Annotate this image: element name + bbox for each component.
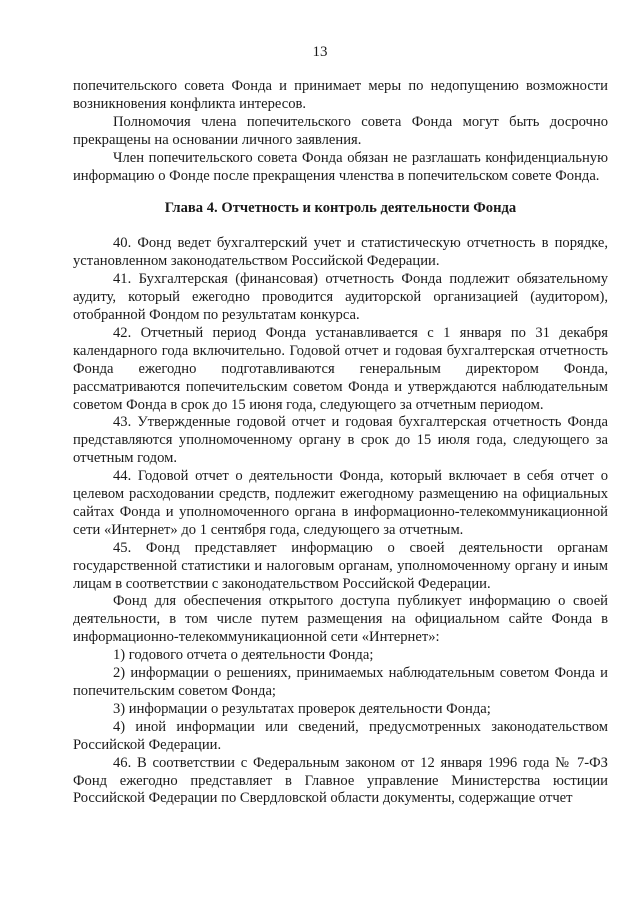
list-item-2: 2) информации о решениях, принимаемых наблюдательным советом Фонда и попечительским советом Фонда; [73, 665, 608, 699]
item-45: 45. Фонд представляет информацию о своей деятельности органам государственной статистики и налоговым органам, уполномоченному органу и иным лицам в соответствии с законодательством Российской Федерации. [73, 539, 608, 592]
chapter-heading: Глава 4. Отчетность и контроль деятельности Фонда [164, 200, 517, 217]
item-45-publication: Фонд для обеспечения открытого доступа публикует информацию о своей деятельности, в том числе путем размещения на официальном сайте Фонда в информационно-телекоммуникационной сети «Интернет»: [73, 593, 608, 646]
item-41: 41. Бухгалтерская (финансовая) отчетность Фонда подлежит обязательному аудиту, который ежегодно проводится аудиторской организацией (аудитором), отобранной Фондом по результатам конкурса. [73, 271, 608, 323]
list-item-4: 4) иной информации или сведений, предусмотренных законодательством Российской Федерации. [73, 718, 608, 753]
paragraph-continued: попечительского совета Фонда и принимает меры по недопущению возможности возникновения конфликта интересов. [73, 78, 608, 112]
item-43: 43. Утвержденные годовой отчет и годовая бухгалтерская отчетность Фонда представляются уполномоченному органу в срок до 15 июля года, следующего за отчетным годом. [73, 414, 608, 467]
list-item-1: 1) годового отчета о деятельности Фонда; [113, 647, 374, 664]
page-number: 13 [312, 44, 328, 60]
item-44: 44. Годовой отчет о деятельности Фонда, который включает в себя отчет о целевом расходовании средств, подлежит ежегодному размещению на официальных сайтах Фонда и уполномоченного органа в информационно-телекоммуникационной сети «Интернет» до 1 сентября года, следующего за отчетным. [73, 468, 608, 538]
item-42: 42. Отчетный период Фонда устанавливается с 1 января по 31 декабря календарного года включительно. Годовой отчет и годовая бухгалтерская отчетность Фонда ежегодно подготавливаются генеральным директором Фонда, рассматриваются попечительским советом Фонда и утверждаются наблюдательным советом Фонда в срок до 15 июня года, следующего за отчетным периодом. [73, 324, 608, 413]
item-46: 46. В соответствии с Федеральным законом от 12 января 1996 года № 7-ФЗ Фонд ежегодно представляет в Главное управление Министерства юстиции Российской Федерации по Свердловской области документы, содержащие отчет [73, 754, 608, 807]
paragraph-early-termination: Полномочия члена попечительского совета Фонда могут быть досрочно прекращены на основании личного заявления. [73, 113, 608, 148]
item-40: 40. Фонд ведет бухгалтерский учет и статистическую отчетность в порядке, установленном законодательством Российской Федерации. [73, 235, 608, 270]
paragraph-confidentiality: Член попечительского совета Фонда обязан не разглашать конфиденциальную информацию о Фонде после прекращения членства в попечительском совете Фонда. [73, 149, 608, 184]
list-item-3: 3) информации о результатах проверок деятельности Фонда; [113, 700, 491, 717]
document-body [73, 78, 608, 808]
